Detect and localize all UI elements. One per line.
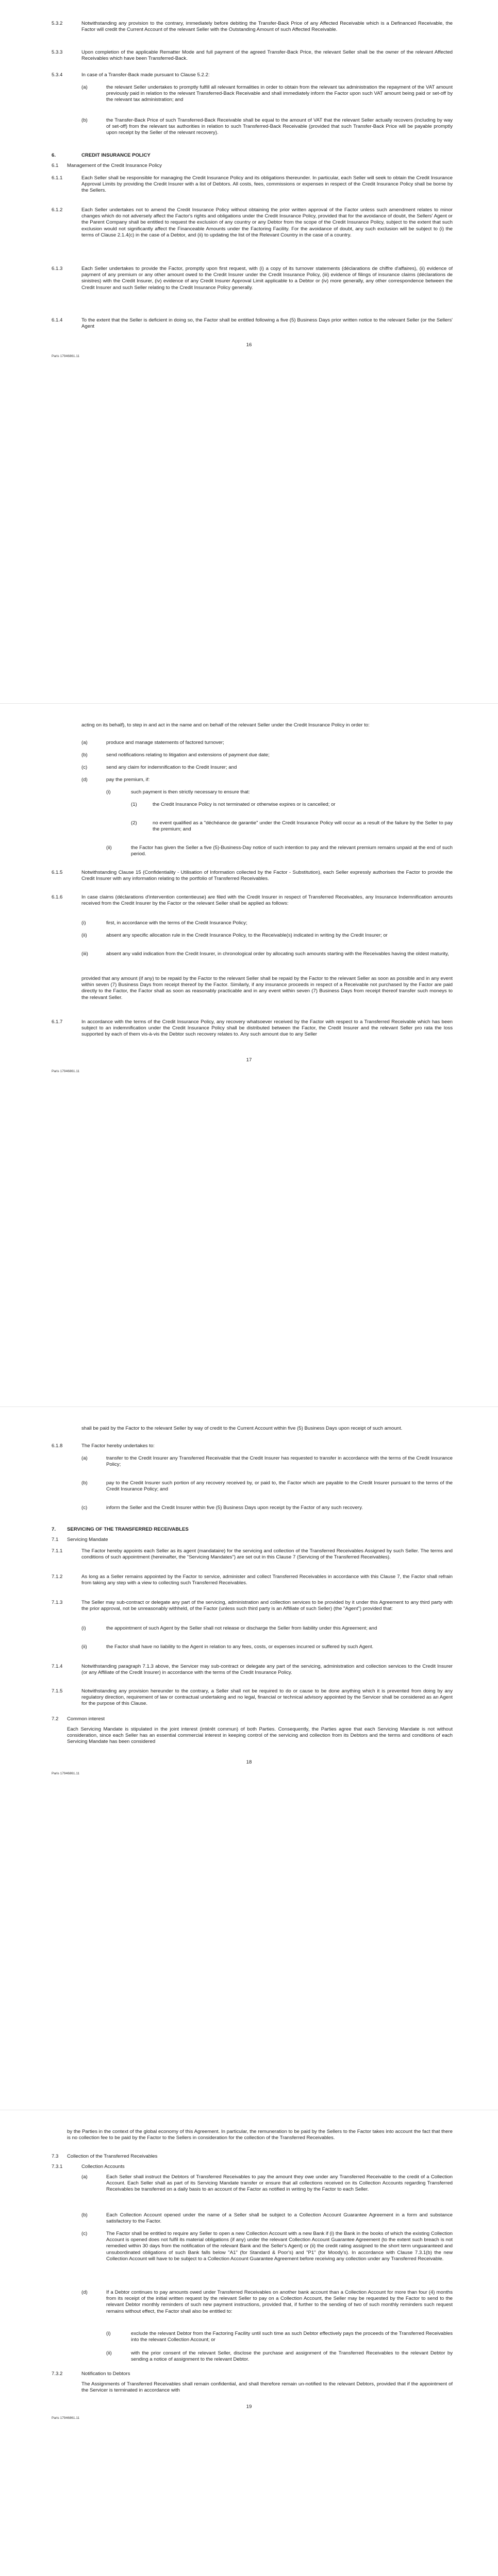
page-number: 19 bbox=[246, 2404, 252, 2410]
clause-text: provided that any amount (if any) to be repaid by the Factor to the relevant Seller shall be repaid by the Factor to the relevant Seller as soon as possible and in any event within seven (7) Business Days from receipt thereof by the Factor. Similarly, if any insurance proceeds in respect of a Receivable not purchased by the Factor are paid directly to the Factor, the Factor shall as soon as reasonably practicable and in any event within seven (7) Business Days from receipt thereof transfer such moneys to the relevant Seller. bbox=[81, 976, 453, 1001]
sub-clause-letter: (b) bbox=[81, 2212, 88, 2218]
roman-item-number: (ii) bbox=[81, 1644, 87, 1650]
clause-number: 5.3.4 bbox=[52, 72, 63, 78]
clause-heading: Collection Accounts bbox=[81, 2164, 125, 2170]
clause-number: 6.1.2 bbox=[52, 207, 63, 213]
clause-text: The Factor hereby appoints each Seller as its agent (mandataire) for the servicing and collection of the Transferred Receivables Assigned by such Seller. The terms and conditions of such appointment (hereinafter, the "Servicing Mandates") are set out in this Clause 7 (Servicing of the Transferred Receivables). bbox=[81, 1548, 453, 1561]
roman-item-text: absent any specific allocation rule in the Credit Insurance Policy, to the Receivable(s) indicated in writing by the Credit Insurer; or bbox=[106, 933, 388, 938]
page-number: 17 bbox=[246, 1057, 252, 1063]
clause-number: 6.1 bbox=[52, 163, 59, 168]
clause-heading: Common interest bbox=[67, 1716, 105, 1722]
footer-reference: Paris 17946861.11 bbox=[52, 2416, 80, 2420]
section-heading: CREDIT INSURANCE POLICY bbox=[81, 152, 151, 158]
clause-number: 6.1.7 bbox=[52, 1019, 63, 1025]
sub-clause-letter: (a) bbox=[81, 740, 88, 745]
sub-clause-letter: (c) bbox=[81, 1505, 88, 1511]
clause-text: Notwithstanding Clause 15 (Confidentiality - Utilisation of Information collected by the Factor - Substitution), each Seller expressly authorises the Factor to provide the Credit Insurer with any information relating to the portfolio of Transferred Receivables. bbox=[81, 870, 453, 882]
clause-text: shall be paid by the Factor to the relevant Seller by way of credit to the Current Account within five (5) Business Days upon receipt of such amount. bbox=[81, 1426, 403, 1431]
clause-text: Notwithstanding any provision hereunder to the contrary, a Seller shall not be required to do or cause to be done anything which it is prevented from doing by any regulatory direction, requirement of law or contractual undertaking and no legal, financial or technical advisory appointed by the Servicer shall be considered as an Agent for the purpose of this Clause. bbox=[81, 1688, 453, 1707]
sub-clause-letter: (a) bbox=[81, 2174, 88, 2180]
page-number: 18 bbox=[246, 1759, 252, 1765]
sub-clause-text: Each Collection Account opened under the name of a Seller shall be subject to a Collection Account Guarantee Agreement in a form and substance satisfactory to the Factor. bbox=[106, 2212, 453, 2225]
sub-clause-letter: (c) bbox=[81, 2231, 88, 2236]
clause-number: 6.1.5 bbox=[52, 870, 63, 875]
clause-text: by the Parties in the context of the global economy of this Agreement. In particular, the remuneration to be paid by the Sellers to the Factor takes into account the fact that there is no collection fee to be paid by the Factor to the Sellers in consideration for the collection of the Transferred Receivables. bbox=[67, 2129, 453, 2141]
roman-item-text: first, in accordance with the terms of the Credit Insurance Policy; bbox=[106, 920, 247, 926]
numbered-item-text: no event qualified as a "déchéance de garantie" under the Credit Insurance Policy will occur as a result of the failure by the Seller to pay the premium; and bbox=[153, 820, 453, 833]
clause-text: As long as a Seller remains appointed by the Factor to service, administer and collect Transferred Receivables in accordance with this Clause 7, the Factor shall refrain from taking any step with a view to collecting such Transferred Receivables. bbox=[81, 1574, 453, 1586]
clause-number: 5.3.2 bbox=[52, 21, 63, 26]
sub-clause-text: inform the Seller and the Credit Insurer within five (5) Business Days upon receipt by the Factor of any such recovery. bbox=[106, 1505, 363, 1511]
clause-number: 7.1.3 bbox=[52, 1600, 63, 1605]
section-heading: SERVICING OF THE TRANSFERRED RECEIVABLES bbox=[67, 1527, 189, 1532]
clause-text: Upon completion of the applicable Rematter Mode and full payment of the agreed Transfer-Back Price, the relevant Seller shall be the owner of the relevant Affected Receivables which have been Transferred-Back. bbox=[81, 49, 453, 62]
footer-reference: Paris 17946861.11 bbox=[52, 354, 80, 358]
clause-heading: Servicing Mandate bbox=[67, 1537, 108, 1543]
clause-number: 7.2 bbox=[52, 1716, 59, 1722]
clause-text: In case of a Transfer-Back made pursuant to Clause 5.2.2: bbox=[81, 72, 210, 78]
sub-clause-letter: (a) bbox=[81, 84, 88, 90]
clause-heading: Collection of the Transferred Receivables bbox=[67, 2154, 158, 2159]
clause-heading: Notification to Debtors bbox=[81, 2371, 130, 2377]
document-page-16 bbox=[0, 0, 498, 703]
sub-clause-letter: (b) bbox=[81, 752, 88, 758]
sub-clause-letter: (d) bbox=[81, 777, 88, 783]
clause-number: 5.3.3 bbox=[52, 49, 63, 55]
clause-number: 7.1 bbox=[52, 1537, 59, 1543]
roman-item-text: the appointment of such Agent by the Seller shall not release or discharge the Seller from liability under this Agreement; and bbox=[106, 1625, 377, 1631]
roman-item-text: such payment is then strictly necessary to ensure that: bbox=[131, 789, 250, 795]
sub-clause-text: produce and manage statements of factored turnover; bbox=[106, 740, 224, 745]
clause-number: 7.3.2 bbox=[52, 2371, 63, 2377]
sub-clause-text: Each Seller shall instruct the Debtors of Transferred Receivables to pay the amount they owe under any Transferred Receivable to the credit of a Collection Account. Each Seller shall as part of its Servicing Mandate transfer or ensure that all collections received on its Collection Accounts regarding Transferred Receivables be transferred on a daily basis to an account of the Factor as notified in writing by the Factor to each Seller. bbox=[106, 2174, 453, 2193]
sub-clause-text: send any claim for indemnification to the Credit Insurer; and bbox=[106, 765, 237, 770]
roman-item-number: (iii) bbox=[81, 951, 88, 957]
clause-number: 7.1.2 bbox=[52, 1574, 63, 1580]
roman-item-number: (i) bbox=[106, 2331, 111, 2336]
clause-text: The Assignments of Transferred Receivables shall remain confidential, and shall therefore remain un-notified to the relevant Debtors, provided that if the appointment of the Servicer is terminated in accordance with bbox=[81, 2381, 453, 2394]
clause-text: The Seller may sub-contract or delegate any part of the servicing, administration and collection services to be provided by it under this Agreement to any third party with the prior approval, not be unreasonably withheld, of the Factor (unless such third party is an Affiliate of such Seller) (the "Agent") provided that: bbox=[81, 1600, 453, 1612]
sub-clause-text: transfer to the Credit Insurer any Transferred Receivable that the Credit Insurer has requested to transfer in accordance with the terms of the Credit Insurance Policy; bbox=[106, 1455, 453, 1468]
numbered-item: (2) bbox=[131, 820, 137, 826]
roman-item-number: (ii) bbox=[106, 2350, 112, 2356]
clause-text: Each Seller shall be responsible for managing the Credit Insurance Policy and its obligations thereunder. In particular, each Seller will seek to obtain the Credit Insurance Approval Limits by providing the Credit Insurer with a list of Debtors. All costs, fees, commissions or expenses in respect of the Credit Insurance Policy shall be borne by the Sellers. bbox=[81, 175, 453, 194]
clause-number: 7.3.1 bbox=[52, 2164, 63, 2170]
sub-clause-letter: (d) bbox=[81, 2290, 88, 2295]
sub-clause-text: pay the premium, if: bbox=[106, 777, 150, 783]
sub-clause-letter: (c) bbox=[81, 765, 88, 770]
clause-number: 6.1.3 bbox=[52, 266, 63, 272]
sub-clause-letter: (b) bbox=[81, 117, 88, 123]
clause-number: 6.1.4 bbox=[52, 317, 63, 323]
clause-text: To the extent that the Seller is deficient in doing so, the Factor shall be entitled following a five (5) Business Days prior written notice to the relevant Seller (or the Sellers' Agent bbox=[81, 317, 453, 330]
clause-text: In case claims (déclarations d'intervention contentieuse) are filed with the Credit Insurer in respect of Transferred Receivables, any Insurance Indemnification amounts received from the Credit Insurer by the Factor or the relevant Seller shall be applied as follows: bbox=[81, 894, 453, 907]
clause-number: 6.1.8 bbox=[52, 1443, 63, 1449]
roman-item-number: (i) bbox=[81, 920, 86, 926]
clause-text: Notwithstanding any provision to the contrary, immediately before debiting the Transfer-Back Price of any Affected Receivable which is a Definanced Receivable, the Factor will credit the Current Account of the relevant Seller with the Outstanding Amount of such Affected Receivable. bbox=[81, 21, 453, 33]
clause-number: 7.1.5 bbox=[52, 1688, 63, 1694]
clause-text: acting on its behalf), to step in and act in the name and on behalf of the relevant Seller under the Credit Insurance Policy in order to: bbox=[81, 722, 370, 728]
footer-reference: Paris 17946861.11 bbox=[52, 1772, 80, 1775]
clause-number: 6.1.1 bbox=[52, 175, 63, 181]
roman-item-number: (ii) bbox=[106, 845, 112, 851]
sub-clause-text: If a Debtor continues to pay amounts owed under Transferred Receivables on another bank account than a Collection Account for more than four (4) months from its receipt of the initial written request by the relevant Seller to pay on a Collection Account, the Seller may be requested by the Factor to send to the relevant Debtor monthly reminders of such new payment instructions, provided that, if further to the sending of two of such monthly reminders such request remains without effect, the Factor shall also be entitled to: bbox=[106, 2290, 453, 2314]
roman-item-number: (i) bbox=[81, 1625, 86, 1631]
page-number: 16 bbox=[246, 342, 252, 348]
numbered-item-text: the Credit Insurance Policy is not terminated or otherwise expires or is cancelled; or bbox=[153, 802, 336, 807]
clause-text: Each Seller undertakes not to amend the Credit Insurance Policy without obtaining the prior written approval of the Factor unless such amendment relates to minor changes which do not adversely affect the Factor's rights and obligations under the Credit Insurance Policy, provided that for the avoidance of doubt, the Sellers' Agent or the Parent Company shall be entitled to request the exclusion of any country or any Debtor from the scope of the Credit Insurance Policy, subject to the extent that such exclusion would not significantly affect the Financeable Amounts under the Factoring Facility. For the avoidance of doubt, any such exclusion will be subject to (i) the terms of Clause 2.1.4(c) in the case of a Debtor, and (ii) to updating the list of the Relevant Country in the case of a country. bbox=[81, 207, 453, 238]
document-page-18 bbox=[0, 1407, 498, 2110]
roman-item-text: absent any valid indication from the Credit Insurer, in chronological order by allocating such amounts starting with the Receivables having the oldest maturity, bbox=[106, 951, 449, 957]
clause-number: 7.1.4 bbox=[52, 1664, 63, 1669]
document-page-19 bbox=[0, 2110, 498, 2576]
numbered-item: (1) bbox=[131, 802, 137, 807]
sub-clause-letter: (a) bbox=[81, 1455, 88, 1461]
sub-clause-letter: (b) bbox=[81, 1480, 88, 1486]
clause-number: 7.3 bbox=[52, 2154, 59, 2159]
sub-clause-text: pay to the Credit Insurer such portion of any recovery received by, or paid to, the Factor which are payable to the Credit Insurer pursuant to the terms of the Credit Insurance Policy; and bbox=[106, 1480, 453, 1493]
clause-text: Each Seller undertakes to provide the Factor, promptly upon first request, with (i) a copy of its turnover statements (déclarations de chiffre d'affaires), (ii) evidence of payment of any premium or any other amount owed to the Credit Insurer under the Credit Insurance Policy, (iii) evidence of filings of insurance claims (déclarations de sinistres) with the Credit Insurer, (iv) evidence of any Credit Insurer Approval Limit applicable to a Debtor or (iv) more generally, any other correspondence between the Credit Insurer and such Seller relating to the Credit Insurance Policy generally. bbox=[81, 266, 453, 291]
roman-item-number: (i) bbox=[106, 789, 111, 795]
clause-heading: Management of the Credit Insurance Policy bbox=[67, 163, 162, 168]
clause-text: Notwithstanding paragraph 7.1.3 above, the Servicer may sub-contract or delegate any part of the servicing, administration and collection services to the Credit Insurer (or any Affiliate of the Credit Insurer) in accordance with the terms of the Credit Insurance Policy. bbox=[81, 1664, 453, 1676]
roman-item-number: (ii) bbox=[81, 933, 87, 938]
document-page-17 bbox=[0, 704, 498, 1406]
roman-item-text: the Factor shall have no liability to the Agent in relation to any fees, costs, or expenses incurred or suffered by such Agent. bbox=[106, 1644, 374, 1650]
section-number: 7. bbox=[52, 1527, 56, 1532]
roman-item-text: the Factor has given the Seller a five (5)-Business-Day notice of such intention to pay and the relevant premium remains unpaid at the end of such period. bbox=[131, 845, 453, 857]
clause-text: In accordance with the terms of the Credit Insurance Policy, any recovery whatsoever received by the Factor with respect to a Transferred Receivable which has been subject to an indemnification under the Credit Insurance Policy shall be distributed between the Factor, the Credit Insurer and the relevant Seller pro rata the loss supported by each of them vis-à-vis the Debtor such recovery relates to. Any such amount due to any Seller bbox=[81, 1019, 453, 1038]
sub-clause-text: The Factor shall be entitled to require any Seller to open a new Collection Account with a new Bank if (i) the Bank in the books of which the existing Collection Account is opened does not fulfil its material obligations (if any) under the relevant Collection Account Guarantee Agreement (to the extent such breach is not remedied within 30 days from the notification of the relevant Bank and the Seller's Agent) or (ii) the credit rating assigned to the short term unguaranteed and unsubordinated obligations of such Bank falls below "A1" (for Standard & Poor's) and "P1" (for Moody's). In accordance with Clause 7.3.1(b) the new Collection Account will have to be subject to a Collection Account Guarantee Agreement before receiving any collection under any Transferred Receivable. bbox=[106, 2231, 453, 2262]
clause-text: Each Servicing Mandate is stipulated in the joint interest (intérêt commun) of both Parties. Consequently, the Parties agree that each Servicing Mandate is not without consideration, since each Seller has an essential commercial interest in keeping control of the servicing and collection from its Debtors and the terms and conditions of each Servicing Mandate has been considered bbox=[67, 1726, 453, 1745]
footer-reference: Paris 17946861.11 bbox=[52, 1070, 80, 1073]
sub-clause-text: the Transfer-Back Price of such Transferred-Back Receivable shall be equal to the amount of VAT that the relevant Seller actually recovers (including by way of set-off) from the relevant tax authorities in relation to such Transferred-Back Receivable (provided that such Transfer-Back Price will be payable promptly upon receipt by the Seller of the relevant recovery). bbox=[106, 117, 453, 136]
sub-clause-text: send notifications relating to litigation and extensions of payment due date; bbox=[106, 752, 270, 758]
section-number: 6. bbox=[52, 152, 56, 158]
roman-item-text: with the prior consent of the relevant Seller, disclose the purchase and assignment of the Transferred Receivables to the relevant Debtor by sending a notice of assignment to the relevant Debtor. bbox=[131, 2350, 453, 2363]
clause-number: 7.1.1 bbox=[52, 1548, 63, 1554]
roman-item-text: exclude the relevant Debtor from the Factoring Facility until such time as such Debtor effectively pays the proceeds of the Transferred Receivables into the relevant Collection Account; or bbox=[131, 2331, 453, 2343]
sub-clause-text: the relevant Seller undertakes to promptly fulfill all relevant formalities in order to obtain from the relevant tax administration the repayment of the VAT amount previously paid in relation to the relevant Transferred-Back Receivable and shall immediately inform the Factor upon such VAT amount being paid or set-off by the relevant tax administration; and bbox=[106, 84, 453, 103]
clause-number: 6.1.6 bbox=[52, 894, 63, 900]
clause-text: The Factor hereby undertakes to: bbox=[81, 1443, 155, 1449]
